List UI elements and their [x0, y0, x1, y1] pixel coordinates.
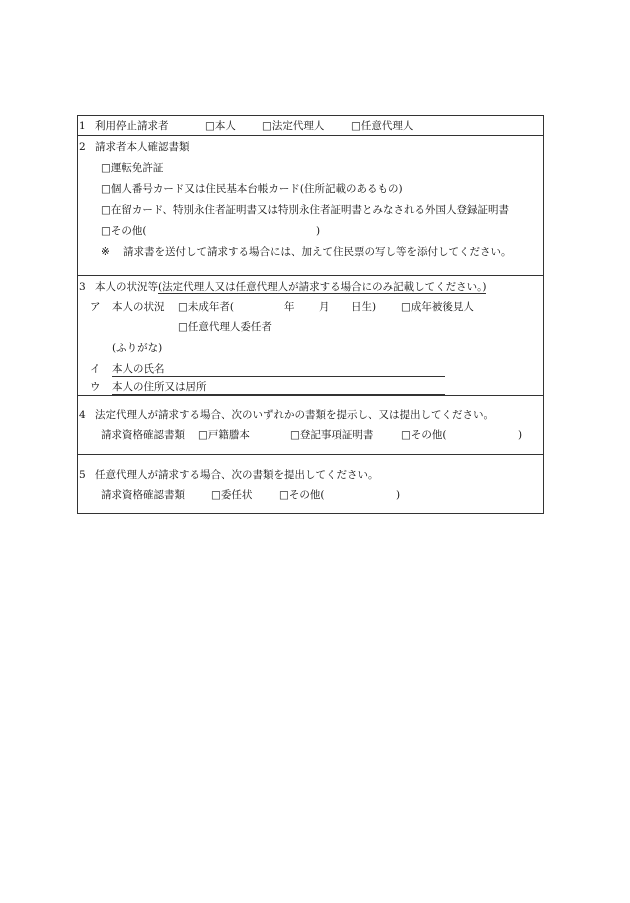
section-1-title: 利用停止請求者 [95, 120, 169, 132]
birth-month-label: 月 [319, 301, 330, 313]
section-4-title: 法定代理人が請求する場合、次のいずれかの書類を提示し、又は提出してください。 [95, 409, 494, 421]
section-4-doc-label: 請求資格確認書類 [101, 429, 185, 441]
section-3-title-main: 本人の状況等 [95, 281, 158, 293]
power-of-attorney-checkbox[interactable]: □委任状 [211, 489, 253, 501]
principal-name-field[interactable]: 本人の氏名 [112, 363, 445, 377]
section-4-legal-agent-documents [78, 396, 543, 455]
requester-voluntary-agent-checkbox[interactable]: □任意代理人 [351, 120, 414, 132]
section-5-other-checkbox[interactable]: □その他( [279, 489, 325, 501]
drivers-license-checkbox[interactable]: □運転免許証 [101, 162, 164, 174]
birth-year-label: 年 [284, 301, 295, 313]
voluntary-agent-principal-checkbox[interactable]: □任意代理人委任者 [178, 321, 272, 333]
note-mark: ※ [101, 246, 110, 258]
section-2-id-documents [78, 136, 543, 276]
principal-status-label: 本人の状況 [112, 301, 165, 313]
item-a-mark: ア [90, 301, 101, 313]
requester-self-checkbox[interactable]: □本人 [205, 120, 236, 132]
section-5-voluntary-agent-documents [78, 455, 543, 513]
section-2-title: 請求者本人確認書類 [95, 141, 190, 153]
principal-address-field[interactable]: 本人の住所又は居所 [112, 381, 445, 395]
usage-stop-request-form [77, 115, 544, 514]
registry-certificate-checkbox[interactable]: □登記事項証明書 [290, 429, 374, 441]
section-1-requester [78, 116, 543, 136]
section-1-number: 1 [79, 120, 86, 132]
item-u-mark: ウ [90, 381, 101, 393]
section-4-other-close-paren: ) [518, 429, 523, 441]
adult-ward-checkbox[interactable]: □成年被後見人 [401, 301, 474, 313]
section-5-title: 任意代理人が請求する場合、次の書類を提出してください。 [95, 469, 379, 481]
item-i-mark: イ [90, 363, 101, 375]
section-3-principal-status [78, 276, 543, 396]
section-4-number: 4 [79, 409, 86, 421]
residence-card-checkbox[interactable]: □在留カード、特別永住者証明書又は特別永住者証明書とみなされる外国人登録証明書 [101, 204, 509, 216]
other-document-checkbox[interactable]: □その他( [101, 225, 147, 237]
section-4-other-checkbox[interactable]: □その他( [401, 429, 447, 441]
section-5-number: 5 [79, 469, 86, 481]
mail-request-note: 請求書を送付して請求する場合には、加えて住民票の写し等を添付してください。 [123, 246, 512, 258]
section-2-number: 2 [79, 141, 86, 153]
other-document-close-paren: ) [316, 225, 321, 237]
furigana-label: (ふりがな) [112, 342, 163, 354]
section-3-title-condition: (法定代理人又は任意代理人が請求する場合にのみ記載してください。) [158, 281, 487, 293]
section-3-number: 3 [79, 281, 86, 293]
section-3-title [95, 281, 486, 294]
birth-day-label: 日生) [351, 301, 377, 313]
minor-checkbox[interactable]: □未成年者( [178, 301, 235, 313]
requester-legal-agent-checkbox[interactable]: □法定代理人 [262, 120, 325, 132]
my-number-card-checkbox[interactable]: □個人番号カード又は住民基本台帳カード(住所記載のあるもの) [101, 183, 403, 195]
section-5-doc-label: 請求資格確認書類 [101, 489, 185, 501]
section-5-other-close-paren: ) [396, 489, 401, 501]
family-register-checkbox[interactable]: □戸籍謄本 [198, 429, 250, 441]
